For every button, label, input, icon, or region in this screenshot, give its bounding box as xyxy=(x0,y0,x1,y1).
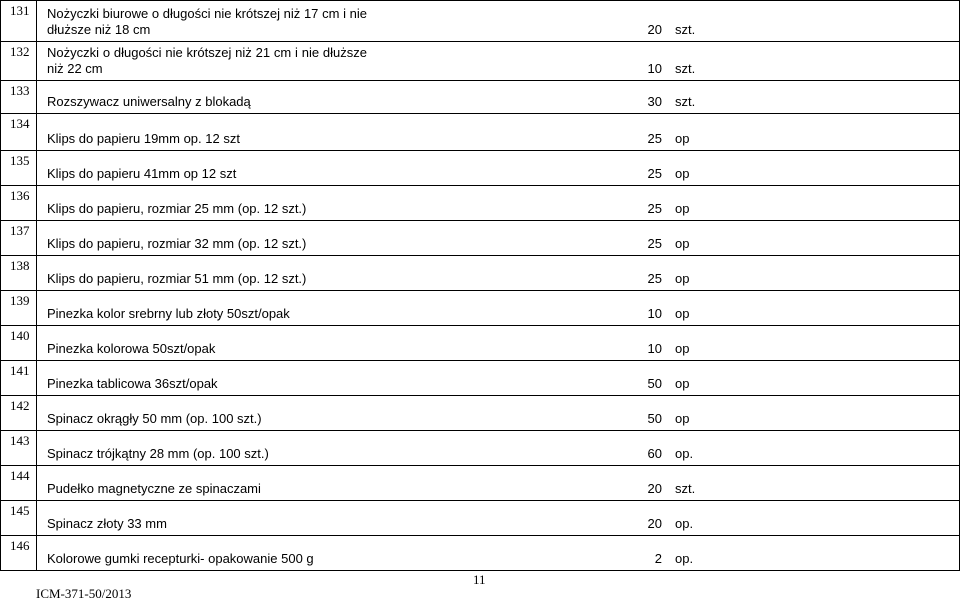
item-unit: op xyxy=(675,166,690,181)
item-name: Kolorowe gumki recepturki- opakowanie 500 g xyxy=(47,551,314,566)
row-description-cell xyxy=(37,114,960,151)
item-quantity: 25 xyxy=(647,166,662,181)
table-row xyxy=(1,42,960,81)
item-quantity: 10 xyxy=(647,306,662,321)
item-quantity: 20 xyxy=(647,481,662,496)
row-number: 141 xyxy=(1,361,37,396)
row-description-cell xyxy=(37,361,960,396)
item-quantity: 10 xyxy=(647,341,662,356)
item-quantity: 10 xyxy=(647,61,662,76)
item-name: Klips do papieru, rozmiar 51 mm (op. 12 szt.) xyxy=(47,271,307,286)
table-row xyxy=(1,221,960,256)
item-name: Klips do papieru, rozmiar 32 mm (op. 12 szt.) xyxy=(47,236,307,251)
item-name: Klips do papieru 19mm op. 12 szt xyxy=(47,131,240,146)
row-description-cell xyxy=(37,431,960,466)
table-row xyxy=(1,431,960,466)
table-row xyxy=(1,114,960,151)
item-name: Spinacz złoty 33 mm xyxy=(47,516,167,531)
row-description-cell xyxy=(37,396,960,431)
table-row xyxy=(1,291,960,326)
item-quantity: 25 xyxy=(647,271,662,286)
item-quantity: 25 xyxy=(647,131,662,146)
item-name: Klips do papieru, rozmiar 25 mm (op. 12 szt.) xyxy=(47,201,307,216)
row-description-cell xyxy=(37,42,960,81)
item-quantity: 20 xyxy=(647,22,662,37)
table-row xyxy=(1,326,960,361)
table-row xyxy=(1,1,960,42)
item-unit: op. xyxy=(675,446,694,461)
row-number: 135 xyxy=(1,151,37,186)
item-name: Nożyczki biurowe o długości nie krótszej niż 17 cm i nie dłuższe niż 18 cm xyxy=(47,6,367,37)
item-unit: szt. xyxy=(675,481,696,496)
row-number: 145 xyxy=(1,501,37,536)
items-table-body xyxy=(1,1,960,571)
item-quantity: 25 xyxy=(647,201,662,216)
item-unit: szt. xyxy=(675,94,696,109)
item-unit: op xyxy=(675,236,690,251)
row-number: 139 xyxy=(1,291,37,326)
item-unit: op xyxy=(675,341,690,356)
table-row xyxy=(1,361,960,396)
row-number: 133 xyxy=(1,81,37,114)
item-name: Klips do papieru 41mm op 12 szt xyxy=(47,166,237,181)
item-name: Pinezka kolorowa 50szt/opak xyxy=(47,341,216,356)
table-row xyxy=(1,151,960,186)
item-name: Spinacz okrągły 50 mm (op. 100 szt.) xyxy=(47,411,262,426)
row-description-cell xyxy=(37,291,960,326)
item-name: Nożyczki o długości nie krótszej niż 21 cm i nie dłuższe niż 22 cm xyxy=(47,45,367,76)
row-description-cell xyxy=(37,81,960,114)
row-number: 134 xyxy=(1,114,37,151)
item-name: Spinacz trójkątny 28 mm (op. 100 szt.) xyxy=(47,446,269,461)
table-row xyxy=(1,466,960,501)
item-unit: op xyxy=(675,201,690,216)
row-number: 146 xyxy=(1,536,37,571)
row-description-cell xyxy=(37,221,960,256)
table-row xyxy=(1,501,960,536)
row-number: 132 xyxy=(1,42,37,81)
row-description-cell xyxy=(37,151,960,186)
item-name: Pudełko magnetyczne ze spinaczami xyxy=(47,481,261,496)
table-row xyxy=(1,396,960,431)
item-quantity: 20 xyxy=(647,516,662,531)
item-unit: op. xyxy=(675,516,694,531)
table-row xyxy=(1,256,960,291)
item-quantity: 2 xyxy=(654,551,662,566)
row-number: 138 xyxy=(1,256,37,291)
row-description-cell xyxy=(37,186,960,221)
row-description-cell xyxy=(37,536,960,571)
item-unit: op xyxy=(675,411,690,426)
item-unit: op. xyxy=(675,551,694,566)
item-quantity: 60 xyxy=(647,446,662,461)
item-name: Pinezka kolor srebrny lub złoty 50szt/opak xyxy=(47,306,290,321)
table-row xyxy=(1,536,960,571)
row-description-cell xyxy=(37,256,960,291)
row-number: 142 xyxy=(1,396,37,431)
row-number: 137 xyxy=(1,221,37,256)
item-quantity: 25 xyxy=(647,236,662,251)
item-name: Pinezka tablicowa 36szt/opak xyxy=(47,376,218,391)
item-unit: szt. xyxy=(675,61,696,76)
row-number: 144 xyxy=(1,466,37,501)
item-unit: szt. xyxy=(675,22,696,37)
row-number: 140 xyxy=(1,326,37,361)
page-number: 11 xyxy=(473,572,486,587)
item-unit: op xyxy=(675,306,690,321)
item-unit: op xyxy=(675,271,690,286)
item-name: Rozszywacz uniwersalny z blokadą xyxy=(47,94,251,109)
table-row xyxy=(1,186,960,221)
row-description-cell xyxy=(37,326,960,361)
row-description-cell xyxy=(37,466,960,501)
item-quantity: 30 xyxy=(647,94,662,109)
table-row xyxy=(1,81,960,114)
row-number: 131 xyxy=(1,1,37,42)
document-code: ICM-371-50/2013 xyxy=(36,586,132,601)
row-number: 136 xyxy=(1,186,37,221)
row-description-cell xyxy=(37,501,960,536)
item-unit: op xyxy=(675,376,690,391)
item-quantity: 50 xyxy=(647,376,662,391)
row-number: 143 xyxy=(1,431,37,466)
row-description-cell xyxy=(37,1,960,42)
item-quantity: 50 xyxy=(647,411,662,426)
item-unit: op xyxy=(675,131,690,146)
